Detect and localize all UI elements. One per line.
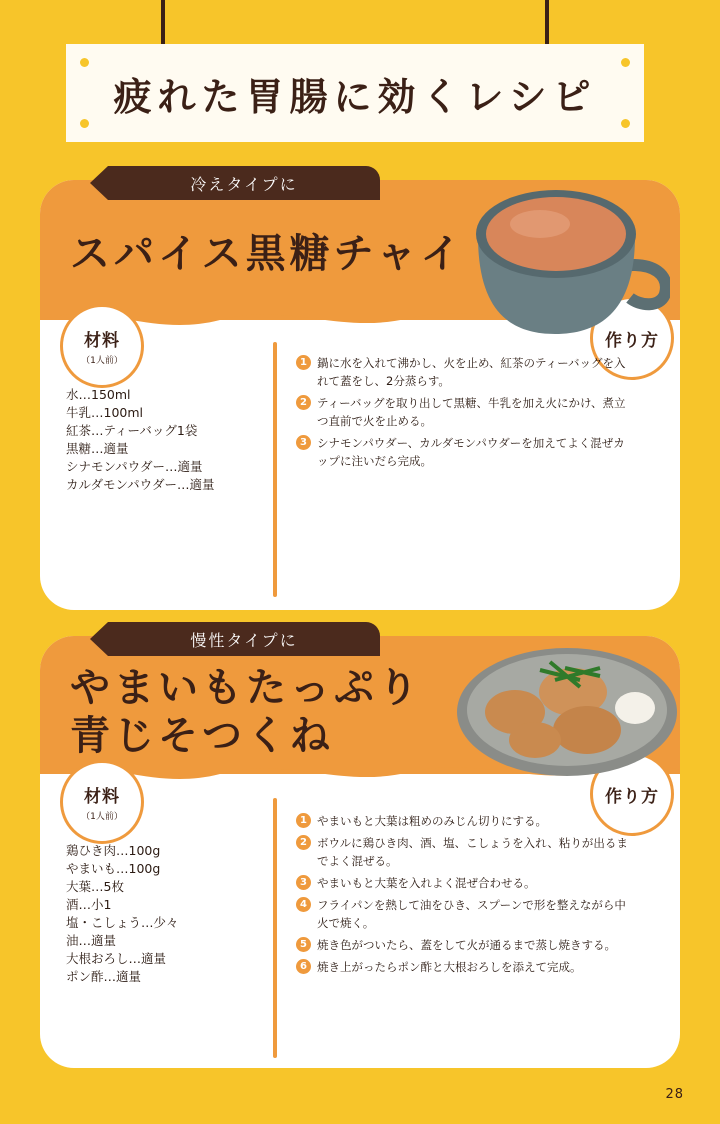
title-board — [66, 44, 644, 142]
ingredients-badge — [60, 304, 144, 388]
step-number: 3 — [296, 875, 311, 890]
step-item — [296, 812, 636, 830]
steps-label: 作り方 — [605, 330, 659, 351]
ingredients-serving: （1人前） — [81, 812, 123, 822]
recipe-title: スパイス黒糖チャイ — [70, 231, 465, 277]
ingredients-badge — [60, 760, 144, 844]
pin-icon — [621, 119, 630, 128]
column-divider — [273, 342, 277, 597]
step-number: 2 — [296, 395, 311, 410]
step-item — [296, 896, 636, 932]
hanging-string-left — [161, 0, 165, 44]
ingredient-item: 酒…小1 — [66, 897, 112, 912]
ingredients-serving: （1人前） — [81, 356, 123, 366]
pin-icon — [80, 119, 89, 128]
step-text: やまいもと大葉は粗めのみじん切りにする。 — [317, 814, 547, 828]
tsukune-plate-photo — [455, 640, 680, 780]
recipe-title-line1: やまいもたっぷり — [70, 665, 422, 711]
step-number: 1 — [296, 813, 311, 828]
step-text: ボウルに鶏ひき肉、酒、塩、こしょうを入れ、粘りが出るまでよく混ぜる。 — [317, 836, 628, 868]
step-text: やまいもと大葉を入れよく混ぜ合わせる。 — [317, 876, 536, 890]
step-number: 5 — [296, 937, 311, 952]
step-number: 2 — [296, 835, 311, 850]
ingredients-label: 材料 — [84, 787, 120, 807]
step-item — [296, 874, 636, 892]
step-number: 6 — [296, 959, 311, 974]
step-item — [296, 936, 636, 954]
recipe-title-line2: 青じそつくね — [70, 713, 334, 759]
step-text: 鍋に水を入れて沸かし、火を止め、紅茶のティーバッグを入れて蓋をし、2分蒸らす。 — [317, 356, 626, 388]
step-number: 1 — [296, 355, 311, 370]
step-item — [296, 434, 636, 470]
step-item — [296, 834, 636, 870]
chai-cup-photo — [470, 176, 670, 336]
steps-label: 作り方 — [605, 786, 659, 807]
ingredient-item: 鶏ひき肉…100g — [66, 843, 161, 858]
step-text: 焼き上がったらポン酢と大根おろしを添えて完成。 — [317, 960, 582, 974]
step-list — [296, 354, 636, 474]
ingredient-item: 水…150ml — [66, 387, 131, 402]
step-text: フライパンを熱して油をひき、スプーンで形を整えながら中火で焼く。 — [317, 898, 626, 930]
type-tag: 冷えタイプに — [108, 166, 380, 200]
page-title: 疲れた胃腸に効くレシピ — [113, 74, 597, 119]
ingredient-item: シナモンパウダー…適量 — [66, 459, 203, 474]
ingredient-list — [66, 386, 215, 494]
hanging-string-right — [545, 0, 549, 44]
ingredients-label: 材料 — [84, 331, 120, 351]
column-divider — [273, 798, 277, 1058]
step-item — [296, 958, 636, 976]
ingredient-item: ポン酢…適量 — [66, 969, 142, 984]
ingredient-item: カルダモンパウダー…適量 — [66, 477, 215, 492]
step-list — [296, 812, 636, 980]
pin-icon — [80, 58, 89, 67]
ingredient-item: 塩・こしょう…少々 — [66, 915, 179, 930]
step-text: シナモンパウダー、カルダモンパウダーを加えてよく混ぜカップに注いだら完成。 — [317, 436, 625, 468]
step-text: ティーバッグを取り出して黒糖、牛乳を加え火にかけ、煮立つ直前で火を止める。 — [317, 396, 626, 428]
step-number: 3 — [296, 435, 311, 450]
type-tag: 慢性タイプに — [108, 622, 380, 656]
ingredient-item: 大葉…5枚 — [66, 879, 124, 894]
step-text: 焼き色がついたら、蓋をして火が通るまで蒸し焼きする。 — [317, 938, 616, 952]
ingredient-item: 大根おろし…適量 — [66, 951, 167, 966]
ingredient-item: 牛乳…100ml — [66, 405, 144, 420]
pin-icon — [621, 58, 630, 67]
ingredient-list — [66, 842, 179, 986]
step-number: 4 — [296, 897, 311, 912]
ingredient-item: 黒糖…適量 — [66, 441, 129, 456]
step-item — [296, 394, 636, 430]
ingredient-item: やまいも…100g — [66, 861, 161, 876]
ingredient-item: 紅茶…ティーバッグ1袋 — [66, 423, 198, 438]
ingredient-item: 油…適量 — [66, 933, 117, 948]
page-number: 28 — [665, 1087, 684, 1102]
step-item — [296, 354, 636, 390]
